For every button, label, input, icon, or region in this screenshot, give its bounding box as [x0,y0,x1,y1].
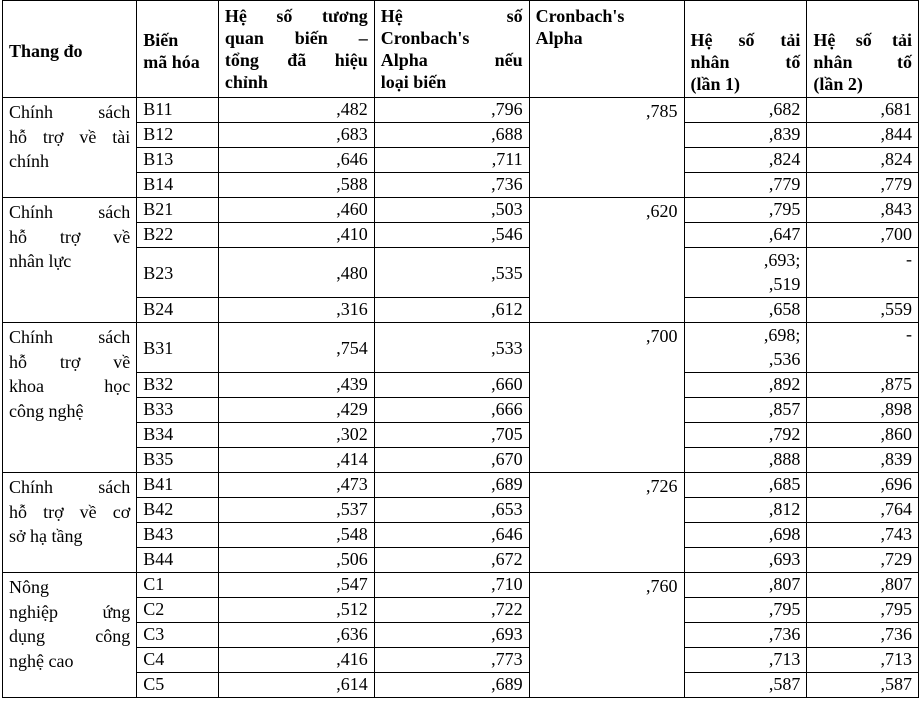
reliability-table [2,0,919,698]
alpha-if-deleted: ,689 [374,673,529,698]
factor-loading-2: ,824 [807,148,919,173]
item-code: B41 [137,473,219,498]
factor-loading-2: ,898 [807,398,919,423]
item-total-correlation: ,512 [218,598,374,623]
factor-loading-1 [684,548,807,573]
factor-loading-1-value: ,839 [768,124,801,144]
factor-loading-1 [684,648,807,673]
factor-loading-1 [684,323,807,373]
scale-name-line: hỗ trợ về tài [9,126,131,147]
factor-loading-2: ,587 [807,673,919,698]
table-row [3,298,919,323]
factor-loading-1 [684,298,807,323]
factor-loading-1 [684,123,807,148]
item-code: B21 [137,198,219,223]
header-alpha-if-deleted [374,1,529,98]
scale-name-line: dụng công [9,626,131,646]
cronbach-alpha: ,700 [529,323,684,473]
factor-loading-1-value: ,888 [768,449,801,469]
item-total-correlation: ,646 [218,148,374,173]
scale-name-line: khoa học [9,376,131,396]
header-row [3,1,919,98]
header-code [137,1,219,98]
item-total-correlation: ,548 [218,523,374,548]
factor-loading-2: ,764 [807,498,919,523]
scale-name-line: nghệ cao [9,650,74,671]
factor-loading-2: ,696 [807,473,919,498]
scale-name-line: sở hạ tầng [9,526,83,546]
item-total-correlation: ,614 [218,673,374,698]
cronbach-alpha: ,726 [529,473,684,573]
item-total-correlation: ,460 [218,198,374,223]
header-corr [218,1,374,98]
item-code: B43 [137,523,219,548]
table-row [3,98,919,123]
factor-loading-1-value: ,795 [768,199,801,219]
table-row [3,573,919,598]
factor-loading-2: ,839 [807,448,919,473]
table-row [3,523,919,548]
factor-loading-2: ,844 [807,123,919,148]
factor-loading-1-value: ,892 [768,374,801,394]
header-corr-line: chỉnh [224,72,268,92]
item-code: B22 [137,223,219,248]
table-row [3,548,919,573]
item-code: B13 [137,148,219,173]
factor-loading-1-value: ,824 [768,149,801,169]
header-scale: Thang đo [3,1,137,98]
header-corr-line: Hệ số tương [224,6,368,26]
item-code: B12 [137,123,219,148]
item-total-correlation: ,316 [218,298,374,323]
factor-loading-1-value: ,713 [768,649,801,669]
alpha-if-deleted: ,705 [374,423,529,448]
factor-loading-2: ,743 [807,523,919,548]
item-code: C5 [137,673,219,698]
scale-name-line: nghiệp ứng [9,601,131,622]
factor-loading-1 [684,373,807,398]
item-total-correlation: ,416 [218,648,374,673]
alpha-if-deleted: ,653 [374,498,529,523]
scale-name [3,323,137,473]
scale-name-line: công nghệ [9,400,84,421]
header-code-line: Biến [143,30,179,50]
factor-loading-1-value: ,792 [768,424,801,444]
alpha-if-deleted: ,503 [374,198,529,223]
alpha-if-deleted: ,773 [374,648,529,673]
scale-name [3,473,137,573]
item-code: B23 [137,248,219,298]
factor-loading-1-value: ,587 [768,674,801,694]
header-loading-2 [807,1,919,98]
item-total-correlation: ,683 [218,123,374,148]
factor-loading-2: ,729 [807,548,919,573]
factor-loading-2: ,875 [807,373,919,398]
item-code: B33 [137,398,219,423]
alpha-if-deleted: ,612 [374,298,529,323]
alpha-if-deleted: ,711 [374,148,529,173]
item-code: B32 [137,373,219,398]
header-l1-line: (lần 1) [690,74,741,94]
table-row [3,623,919,648]
item-total-correlation: ,302 [218,423,374,448]
factor-loading-1-value: ,736 [768,624,801,644]
factor-loading-1-value: ,647 [768,224,801,244]
alpha-if-deleted: ,672 [374,548,529,573]
table-row [3,648,919,673]
factor-loading-1 [684,573,807,598]
item-code: B44 [137,548,219,573]
factor-loading-2: ,736 [807,623,919,648]
table-row [3,498,919,523]
table-row [3,473,919,498]
item-total-correlation: ,506 [218,548,374,573]
scale-name-line: Chính sách [9,327,131,347]
item-code: B14 [137,173,219,198]
header-del-line: loại biến [380,72,447,92]
table-row [3,373,919,398]
factor-loading-1-value: ,698; [763,325,801,345]
alpha-if-deleted: ,533 [374,323,529,373]
item-code: B11 [137,98,219,123]
factor-loading-1 [684,423,807,448]
factor-loading-2: ,795 [807,598,919,623]
scale-name-line: Chính sách [9,477,131,497]
alpha-if-deleted: ,670 [374,448,529,473]
item-total-correlation: ,482 [218,98,374,123]
scale-name-line: nhân lực [9,251,72,271]
scale-name [3,98,137,198]
factor-loading-1 [684,223,807,248]
table-row [3,598,919,623]
item-total-correlation: ,547 [218,573,374,598]
header-code-line: mã hóa [143,52,200,72]
header-corr-line: tổng đã hiệu [224,50,368,70]
factor-loading-2: ,807 [807,573,919,598]
item-code: C2 [137,598,219,623]
item-code: C4 [137,648,219,673]
factor-loading-2: ,843 [807,198,919,223]
cronbach-alpha: ,620 [529,198,684,323]
factor-loading-1 [684,623,807,648]
factor-loading-2: - [807,323,919,373]
factor-loading-1-value: ,693 [768,549,801,569]
alpha-if-deleted: ,722 [374,598,529,623]
scale-name-line: chính [9,151,49,171]
item-code: B24 [137,298,219,323]
alpha-if-deleted: ,688 [374,123,529,148]
item-code: C1 [137,573,219,598]
alpha-if-deleted: ,710 [374,573,529,598]
alpha-if-deleted: ,796 [374,98,529,123]
header-del-line: Alpha nếu [380,50,523,70]
factor-loading-1 [684,98,807,123]
header-cronbach [529,1,684,98]
table-row [3,223,919,248]
table-row [3,423,919,448]
table-body [3,98,919,698]
factor-loading-1-value: ,795 [768,599,801,619]
factor-loading-1-value: ,536 [768,349,801,369]
scale-name [3,198,137,323]
factor-loading-1 [684,198,807,223]
alpha-if-deleted: ,693 [374,623,529,648]
header-cronbach-line: Alpha [535,28,583,48]
factor-loading-2: ,779 [807,173,919,198]
factor-loading-1-value: ,519 [768,274,801,294]
table-row [3,448,919,473]
item-code: B35 [137,448,219,473]
alpha-if-deleted: ,736 [374,173,529,198]
factor-loading-1 [684,148,807,173]
header-l2-line: Hệ số tải [813,30,912,50]
scale-name [3,573,137,698]
header-l2-line: (lần 2) [813,74,863,94]
item-total-correlation: ,439 [218,373,374,398]
table-row [3,248,919,298]
alpha-if-deleted: ,660 [374,373,529,398]
table-row [3,148,919,173]
scale-name-line: hỗ trợ về cơ [9,501,131,522]
table-row [3,123,919,148]
factor-loading-1-value: ,698 [768,524,801,544]
factor-loading-2: ,860 [807,423,919,448]
factor-loading-1 [684,173,807,198]
factor-loading-1 [684,523,807,548]
factor-loading-2: ,559 [807,298,919,323]
scale-name-line: Nông [9,577,49,597]
factor-loading-1-value: ,812 [768,499,801,519]
scale-name-line: Chính sách [9,102,131,122]
factor-loading-2: - [807,248,919,298]
factor-loading-1 [684,473,807,498]
item-total-correlation: ,473 [218,473,374,498]
cronbach-alpha: ,760 [529,573,684,698]
alpha-if-deleted: ,646 [374,523,529,548]
header-l2-line: nhân tố [813,52,912,72]
factor-loading-2: ,700 [807,223,919,248]
factor-loading-1 [684,673,807,698]
item-code: B31 [137,323,219,373]
header-corr-line: quan biến – [224,28,368,48]
factor-loading-1-value: ,693; [763,250,801,270]
table-row [3,198,919,223]
factor-loading-1 [684,398,807,423]
factor-loading-1 [684,448,807,473]
header-loading-1 [684,1,807,98]
item-code: B42 [137,498,219,523]
alpha-if-deleted: ,689 [374,473,529,498]
header-del-line: Hệ số [380,6,523,26]
scale-name-line: hỗ trợ về [9,351,131,372]
item-total-correlation: ,754 [218,323,374,373]
factor-loading-2: ,681 [807,98,919,123]
header-cronbach-line: Cronbach's [535,6,625,26]
item-total-correlation: ,429 [218,398,374,423]
factor-loading-1-value: ,779 [768,174,801,194]
item-total-correlation: ,414 [218,448,374,473]
factor-loading-1 [684,598,807,623]
factor-loading-2: ,713 [807,648,919,673]
alpha-if-deleted: ,666 [374,398,529,423]
item-code: C3 [137,623,219,648]
table-row [3,323,919,373]
header-del-line: Cronbach's [380,28,470,48]
item-total-correlation: ,480 [218,248,374,298]
factor-loading-1 [684,498,807,523]
factor-loading-1-value: ,807 [768,574,801,594]
table-row [3,173,919,198]
scale-name-line: hỗ trợ về [9,226,131,247]
header-l1-line: Hệ số tải [690,30,801,50]
item-total-correlation: ,410 [218,223,374,248]
table-row [3,398,919,423]
item-code: B34 [137,423,219,448]
factor-loading-1-value: ,658 [768,299,801,319]
alpha-if-deleted: ,546 [374,223,529,248]
factor-loading-1-value: ,682 [768,99,801,119]
item-total-correlation: ,636 [218,623,374,648]
item-total-correlation: ,537 [218,498,374,523]
factor-loading-1 [684,248,807,298]
header-l1-line: nhân tố [690,52,801,72]
item-total-correlation: ,588 [218,173,374,198]
alpha-if-deleted: ,535 [374,248,529,298]
factor-loading-1-value: ,857 [768,399,801,419]
table-row [3,673,919,698]
scale-name-line: Chính sách [9,202,131,222]
factor-loading-1-value: ,685 [768,474,801,494]
cronbach-alpha: ,785 [529,98,684,198]
